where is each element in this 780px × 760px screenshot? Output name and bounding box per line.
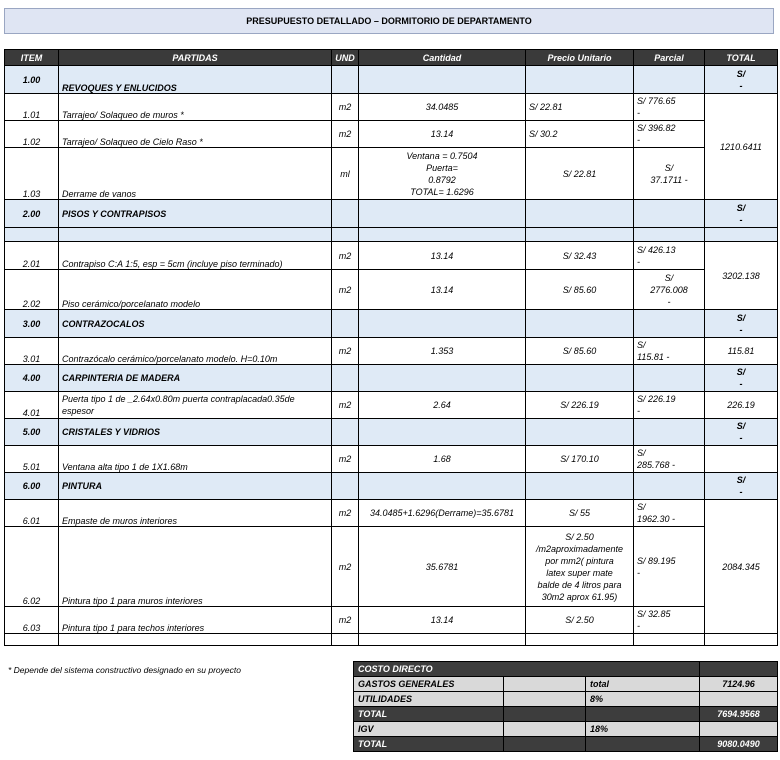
row-unit-price: S/ 55 [526, 500, 634, 527]
row-desc: Contrapiso C:A 1:5, esp = 5cm (incluye piso terminado) [59, 242, 332, 270]
table-row [5, 607, 778, 634]
table-row [5, 94, 778, 121]
row-qty: 1.353 [359, 338, 526, 365]
budget-table [4, 49, 778, 646]
row-unit-price: S/ 170.10 [526, 446, 634, 473]
row-qty: Ventana = 0.7504 Puerta= 0.8792 TOTAL= 1.6296 [359, 148, 526, 200]
table-row [5, 446, 778, 473]
row-parcial: S/ 226.19 - [634, 392, 705, 419]
table-row [5, 500, 778, 527]
row-desc: Tarrajeo/ Solaqueo de muros * [59, 94, 332, 121]
row-qty: 1.68 [359, 446, 526, 473]
row-und: m2 [332, 242, 359, 270]
section-total: S/ - [705, 473, 778, 500]
row-desc: Puerta tipo 1 de _2.64x0.80m puerta contraplacada0.35de espesor [59, 392, 332, 419]
table-row [5, 338, 778, 365]
row-und: m2 [332, 338, 359, 365]
row-qty: 13.14 [359, 121, 526, 148]
row-item: 6.03 [5, 607, 59, 634]
row-und: m2 [332, 527, 359, 607]
row-item: 5.01 [5, 446, 59, 473]
row-total: 226.19 [705, 392, 778, 419]
row-parcial: S/ 1962.30 - [634, 500, 705, 527]
row-und: m2 [332, 500, 359, 527]
row-parcial: S/ 2776.008 - [634, 270, 705, 310]
row-unit-price: S/ 85.60 [526, 270, 634, 310]
row-item: 1.03 [5, 148, 59, 200]
row-qty: 13.14 [359, 270, 526, 310]
row-und: m2 [332, 392, 359, 419]
row-und: m2 [332, 94, 359, 121]
row-parcial: S/ 776.65 - [634, 94, 705, 121]
row-unit-price: S/ 22.81 [526, 94, 634, 121]
row-qty: 13.14 [359, 242, 526, 270]
row-desc: Empaste de muros interiores [59, 500, 332, 527]
section-name: CONTRAZOCALOS [59, 310, 332, 338]
section-total: S/ - [705, 419, 778, 446]
row-total: 3202.138 [705, 242, 778, 310]
row-item: 1.01 [5, 94, 59, 121]
row-unit-price: S/ 226.19 [526, 392, 634, 419]
row-unit-price: S/ 2.50 [526, 607, 634, 634]
section-name: REVOQUES Y ENLUCIDOS [59, 66, 332, 94]
col-header-precio: Precio Unitario [526, 50, 634, 66]
row-desc: Pintura tipo 1 para techos interiores [59, 607, 332, 634]
section-row [5, 310, 778, 338]
table-row [5, 392, 778, 419]
row-total: 115.81 [705, 338, 778, 365]
col-header-item: ITEM [5, 50, 59, 66]
section-name: PINTURA [59, 473, 332, 500]
row-parcial: S/ 396.82 - [634, 121, 705, 148]
row-desc: Contrazócalo cerámico/porcelanato modelo. H=0.10m [59, 338, 332, 365]
row-und: m2 [332, 270, 359, 310]
section-item: 2.00 [5, 200, 59, 228]
row-unit-price: S/ 85.60 [526, 338, 634, 365]
summary-row-gastos: GASTOS GENERALES total 7124.96 [354, 677, 778, 692]
section-row [5, 365, 778, 392]
col-header-total: TOTAL [705, 50, 778, 66]
section-row [5, 200, 778, 228]
table-row [5, 527, 778, 607]
summary-row-costo-directo: COSTO DIRECTO [354, 662, 778, 677]
row-parcial: S/ 32.85 - [634, 607, 705, 634]
summary-row-igv: IGV 18% [354, 722, 778, 737]
row-unit-price: S/ 22.81 [526, 148, 634, 200]
row-parcial: S/ 426.13 - [634, 242, 705, 270]
col-header-und: UND [332, 50, 359, 66]
row-desc: Tarrajeo/ Solaqueo de Cielo Raso * [59, 121, 332, 148]
section-row [5, 473, 778, 500]
col-header-cantidad: Cantidad [359, 50, 526, 66]
row-und: m2 [332, 446, 359, 473]
row-unit-price: S/ 2.50 /m2aproximadamente por mm2( pintura latex super mate balde de 4 litros para 30m2 aprox 61.95) [526, 527, 634, 607]
row-item: 6.01 [5, 500, 59, 527]
table-row [5, 270, 778, 310]
section-item: 3.00 [5, 310, 59, 338]
table-row [5, 121, 778, 148]
row-parcial: S/ 115.81 - [634, 338, 705, 365]
row-und: m2 [332, 121, 359, 148]
table-row [5, 148, 778, 200]
row-und: m2 [332, 607, 359, 634]
section-row [5, 66, 778, 94]
page-title: PRESUPUESTO DETALLADO – DORMITORIO DE DEPARTAMENTO [4, 8, 774, 34]
section-total: S/ - [705, 200, 778, 228]
row-qty: 34.0485 [359, 94, 526, 121]
col-header-parcial: Parcial [634, 50, 705, 66]
row-qty: 2.64 [359, 392, 526, 419]
row-item: 6.02 [5, 527, 59, 607]
section-item: 6.00 [5, 473, 59, 500]
section-item: 4.00 [5, 365, 59, 392]
spacer-row [5, 228, 778, 242]
summary-row-total: TOTAL 7694.9568 [354, 707, 778, 722]
row-unit-price: S/ 32.43 [526, 242, 634, 270]
section-total: S/ - [705, 310, 778, 338]
row-qty: 13.14 [359, 607, 526, 634]
section-row [5, 419, 778, 446]
table-row [5, 242, 778, 270]
section-item: 5.00 [5, 419, 59, 446]
row-unit-price: S/ 30.2 [526, 121, 634, 148]
row-parcial: S/ 37.1711 - [634, 148, 705, 200]
row-und: ml [332, 148, 359, 200]
row-parcial: S/ 285.768 - [634, 446, 705, 473]
summary-row-total-final: TOTAL 9080.0490 [354, 737, 778, 752]
section-total: S/ - [705, 66, 778, 94]
summary-row-utilidades: UTILIDADES 8% [354, 692, 778, 707]
row-parcial: S/ 89.195 - [634, 527, 705, 607]
row-item: 1.02 [5, 121, 59, 148]
row-total: 1210.6411 [705, 94, 778, 200]
footnote: * Depende del sistema constructivo designado en su proyecto [8, 665, 241, 675]
row-total: 2084.345 [705, 500, 778, 634]
header-row [5, 50, 778, 66]
row-desc: Piso cerámico/porcelanato modelo [59, 270, 332, 310]
section-name: CRISTALES Y VIDRIOS [59, 419, 332, 446]
empty-row [5, 634, 778, 646]
col-header-partidas: PARTIDAS [59, 50, 332, 66]
row-item: 2.01 [5, 242, 59, 270]
summary-table [353, 661, 778, 752]
row-item: 4.01 [5, 392, 59, 419]
row-desc: Derrame de vanos [59, 148, 332, 200]
row-desc: Ventana alta tipo 1 de 1X1.68m [59, 446, 332, 473]
section-name: PISOS Y CONTRAPISOS [59, 200, 332, 228]
row-item: 3.01 [5, 338, 59, 365]
row-desc: Pintura tipo 1 para muros interiores [59, 527, 332, 607]
section-total: S/ - [705, 365, 778, 392]
row-qty: 34.0485+1.6296(Derrame)=35.6781 [359, 500, 526, 527]
section-item: 1.00 [5, 66, 59, 94]
row-qty: 35.6781 [359, 527, 526, 607]
section-name: CARPINTERIA DE MADERA [59, 365, 332, 392]
row-item: 2.02 [5, 270, 59, 310]
